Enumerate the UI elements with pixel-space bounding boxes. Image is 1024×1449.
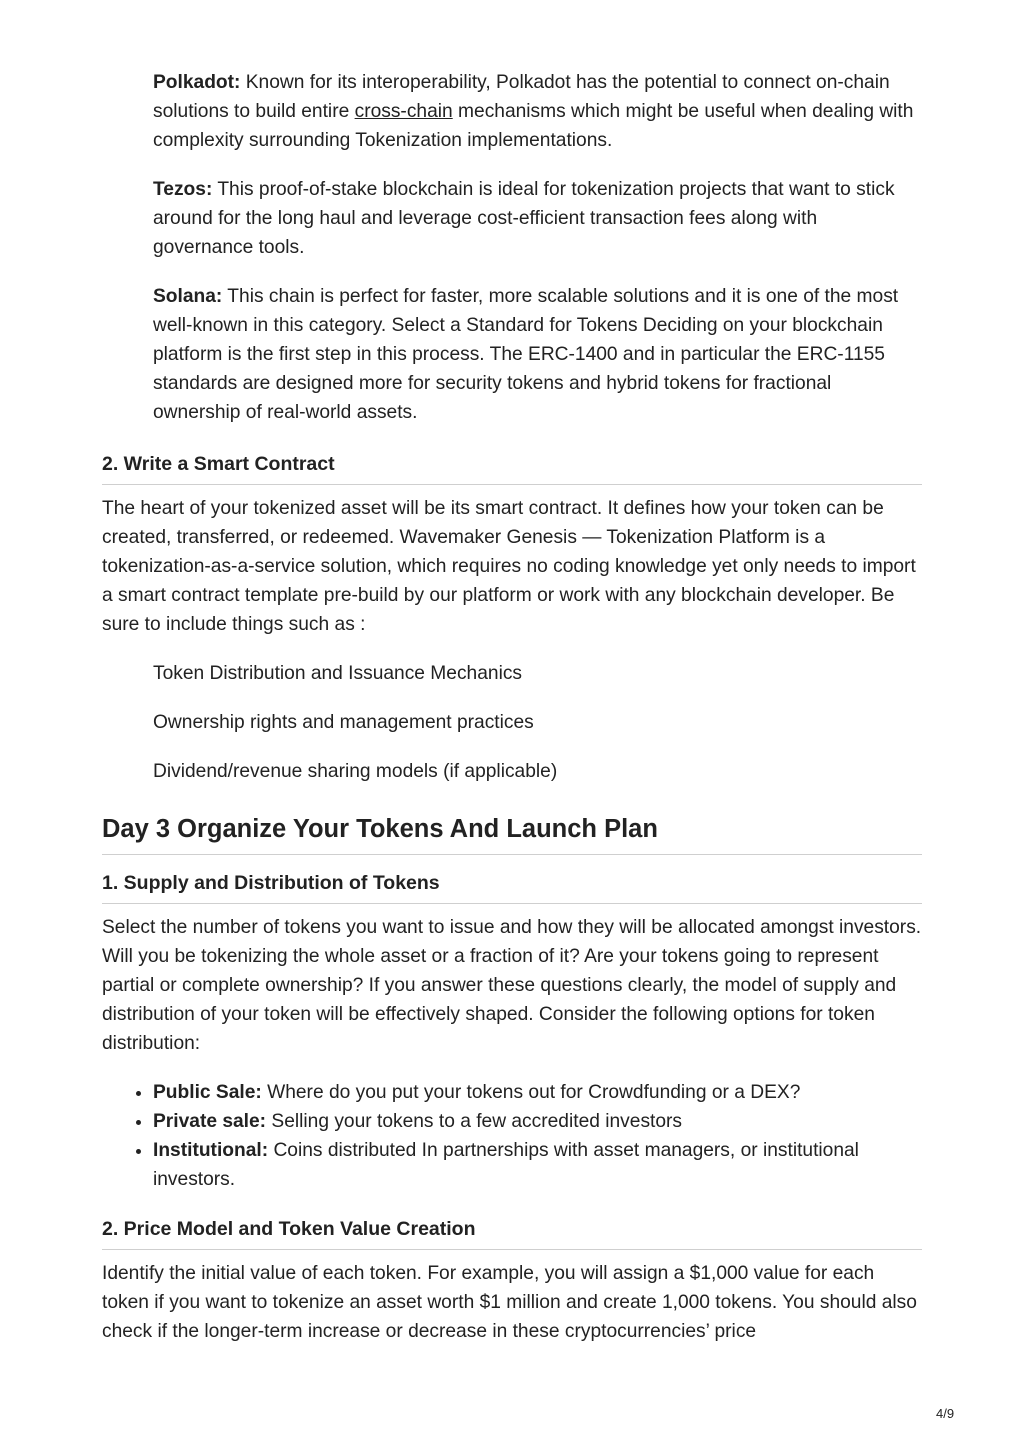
- private-sale-label: Private sale:: [153, 1111, 267, 1132]
- price-heading: 2. Price Model and Token Value Creation: [102, 1216, 922, 1250]
- smart-contract-item: Ownership rights and management practices: [153, 712, 534, 733]
- blockchain-polkadot: [153, 68, 922, 155]
- public-sale-label: Public Sale:: [153, 1082, 262, 1103]
- public-sale-text: Where do you put your tokens out for Crowdfunding or a DEX?: [261, 1082, 801, 1103]
- supply-heading: 1. Supply and Distribution of Tokens: [102, 870, 922, 904]
- institutional-text: Coins distributed In partnerships with asset managers, or institutional investors.: [153, 1140, 859, 1190]
- polkadot-text-before: Known for its interoperability, Polkadot has the potential to connect on-chain solutions to build entire: [153, 72, 890, 122]
- smart-contract-paragraph: The heart of your tokenized asset will be its smart contract. It defines how your token can be created, transferred, or redeemed. Wavemaker Genesis — Tokenization Platform is a tokenization-as-a-service solution, which requires no coding knowledge yet only needs to import a smart contract template pre-build by our platform or work with any blockchain developer. Be sure to include things such as :: [102, 498, 916, 635]
- supply-paragraph: Select the number of tokens you want to issue and how they will be allocated amongst investors. Will you be tokenizing the whole asset or a fraction of it? Are your tokens going to represent partial or complete ownership? If you answer these questions clearly, the model of supply and distribution of your token will be effectively shaped. Consider the following options for token distribution:: [102, 917, 922, 1054]
- list-item-private-sale: [153, 1107, 922, 1136]
- term-solana: Solana:: [153, 286, 223, 307]
- solana-text: This chain is perfect for faster, more scalable solutions and it is one of the most well-known in this category. Select a Standard for Tokens Deciding on your blockchain platform is the first step in this process. The ERC-1400 and in particular the ERC-1155 standards are designed more for security tokens and hybrid tokens for fractional ownership of real-world assets.: [153, 286, 899, 423]
- list-item-public-sale: [153, 1078, 922, 1107]
- term-polkadot: Polkadot:: [153, 72, 241, 93]
- tezos-text: This proof-of-stake blockchain is ideal for tokenization projects that want to stick around for the long haul and leverage cost-efficient transaction fees along with governance tools.: [153, 179, 895, 258]
- term-tezos: Tezos:: [153, 179, 213, 200]
- smart-contract-item: Token Distribution and Issuance Mechanics: [153, 663, 523, 684]
- price-paragraph: Identify the initial value of each token. For example, you will assign a $1,000 value for each token if you want to tokenize an asset worth $1 million and create 1,000 tokens. You should also check if the longer-term increase or decrease in these cryptocurrencies’ price: [102, 1263, 917, 1342]
- smart-contract-heading: 2. Write a Smart Contract: [102, 451, 922, 485]
- distribution-options-list: [102, 1078, 922, 1194]
- list-item-institutional: [153, 1136, 922, 1194]
- day3-heading: Day 3 Organize Your Tokens And Launch Plan: [102, 811, 922, 855]
- page-number: 4/9: [936, 1406, 955, 1421]
- private-sale-text: Selling your tokens to a few accredited investors: [266, 1111, 683, 1132]
- smart-contract-item: Dividend/revenue sharing models (if applicable): [153, 761, 558, 782]
- page-content: [102, 68, 922, 1346]
- cross-chain-link[interactable]: cross-chain: [354, 101, 453, 122]
- blockchain-solana: [153, 282, 922, 427]
- institutional-label: Institutional:: [153, 1140, 269, 1161]
- polkadot-text-after: mechanisms which might be useful when dealing with complexity surrounding Tokenization implementations.: [153, 101, 914, 151]
- blockchain-tezos: [153, 175, 922, 262]
